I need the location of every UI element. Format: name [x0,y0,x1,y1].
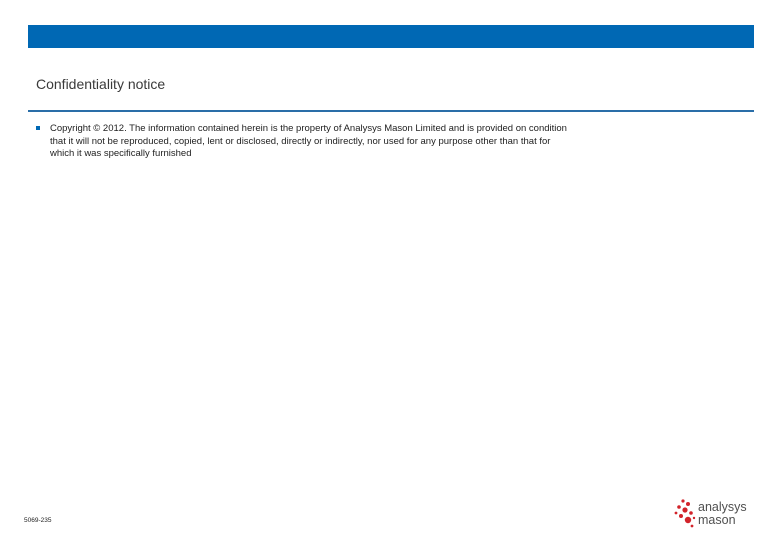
logo-dots-icon [672,496,698,532]
document-reference: 5069-235 [24,517,52,524]
logo-text-analysys: analysys [698,500,747,514]
confidentiality-notice [36,123,576,161]
analysys-mason-logo [672,496,762,532]
header-bar [28,25,754,48]
title-divider [28,110,754,112]
logo-text-mason: mason [698,513,736,527]
bullet-icon [36,126,40,130]
page-title: Confidentiality notice [36,76,166,92]
notice-text: Copyright © 2012. The information contained herein is the property of Analysys Mason Limited and is provided on condition that it will not be reproduced, copied, lent or disclosed, directly or indirectly, nor used for any purpose other than that for which it was specifically furnished [50,123,567,159]
